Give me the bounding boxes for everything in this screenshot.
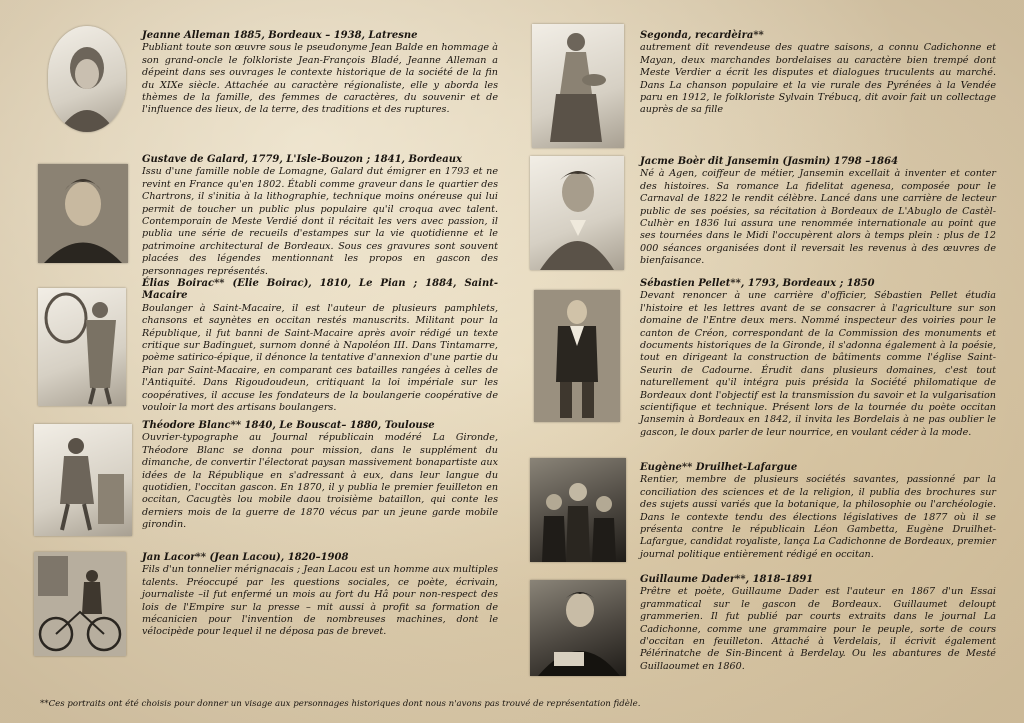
portrait-alleman — [48, 26, 126, 132]
body-galard: Issu d'une famille noble de Lomagne, Galard dut émigrer en 1793 et ne revint en France qu'en 1802. Établi comme graveur dans le quartier des Chartrons, il s'initia à la lithographie, technique moins onéreuse qui lui permit de toucher un public plus populaire qu'il croqua avec talent. Contemporain de Meste Verdié dont il récitait les vers avec passion, il publia une série de recueils d'estampes sur la vie quotidienne et le patrimoine architectural de Bordeaux. Sous ces gravures sont souvent placées des légendes mentionnant les propos en gascon des personnages représentés. — [142, 166, 498, 277]
body-blanc: Ouvrier-typographe au Journal républicain modéré La Gironde, Théodore Blanc se donna pour mission, dans le supplément du dimanche, de convertir l'électorat paysan massivement bonapartiste aux idées de la République en s'adressant à eux, dans leur langue du quotidien, l'occitan gascon. En 1870, il y publia le premier feuilleton en occitan, Cacugtès lou mobile daou troisième bataillon, qui conte les derniers mois de la guerre de 1870 vécus par un jeune garde mobile girondin. — [142, 432, 498, 531]
heading-blanc: Théodore Blanc** 1840, Le Bouscat– 1880, Toulouse — [142, 420, 435, 431]
portrait-boirac — [38, 288, 126, 406]
portrait-drulhet — [530, 458, 626, 562]
heading-boirac: Élias Boirac** (Elie Boirac), 1810, Le Pian ; 1884, Saint-Macaire — [142, 278, 498, 302]
portrait-lacou — [34, 552, 126, 656]
portrait-dader — [530, 580, 626, 676]
body-pellet: Devant renoncer à une carrière d'officier, Sébastien Pellet étudia l'histoire et les lettres avant de se consacrer à l'agriculture sur son domaine de l'Entre deux mers. Nommé inspecteur des voiries pour le canton de Créon, correspondant de la Commission des monuments et documents historiques de la Gironde, il s'adonna également à la poésie, tout en dirigeant la construction de bâtiments comme l'église Saint-Seurin de Cadourne. Érudit dans plusieurs domaines, c'est tout naturellement qu'il intégra puis présida la Société philomatique de Bordeaux dont l'objectif est la transmission du savoir et la vulgarisation scientifique et technique. Présent lors de la tournée du poète occitan Jansemin à Bordeaux en 1842, il invita les Bordelais à ne pas oublier le gascon, le doux parler de leur nourrice, en voulant céder à la mode. — [640, 290, 996, 438]
footnote: **Ces portraits ont été choisis pour donner un visage aux personnages historiques dont nous n'avons pas trouvé de représentation fidèle. — [40, 699, 641, 709]
heading-drulhet: Eugène** Druilhet-Lafargue — [640, 462, 798, 473]
heading-dader: Guillaume Dader**, 1818–1891 — [640, 574, 814, 585]
heading-pellet: Sébastien Pellet**, 1793, Bordeaux ; 1850 — [640, 278, 875, 289]
body-jasmin: Né à Agen, coiffeur de métier, Jansemin excellait à inventer et conter des histoires. Sa romance La fidelitat agenesa, composée pour le Carnaval de 1822 le rendit célèbre. Lancé dans une carrière de lecteur public de ses poésies, sa récitation à Bordeaux de L'Abuglo de Castèl-Culhèr en 1836 lui assura une renommée internationale au point que ses tournées dans le Midi l'occupèrent alors à temps plein : plus de 12 000 séances organisées dont il reversait les revenus à des œuvres de bienfaisance. — [640, 168, 996, 267]
heading-jasmin: Jacme Boèr dit Jansemin (Jasmin) 1798 –1864 — [640, 156, 899, 167]
heading-segonda: Segonda, recardèira** — [640, 30, 764, 41]
heading-lacou: Jan Lacor** (Jean Lacou), 1820–1908 — [142, 552, 349, 563]
heading-alleman: Jeanne Alleman 1885, Bordeaux – 1938, Latresne — [142, 30, 418, 41]
body-alleman: Publiant toute son œuvre sous le pseudonyme Jean Balde en hommage à son grand-oncle le folkloriste Jean-François Bladé, Jeanne Alleman a dépeint dans ses ouvrages le contexte historique de la société de la fin du XIXe siècle. Attachée au caractère régionaliste, elle y aborda les thèmes de la famille, des femmes de caractères, du souvenir et de l'influence des lieux, de la terre, des traditions et des ruptures. — [142, 42, 498, 116]
portrait-segonda — [532, 24, 624, 148]
portrait-galard — [38, 164, 128, 263]
portrait-jasmin — [530, 156, 624, 270]
portrait-blanc — [34, 424, 132, 536]
heading-galard: Gustave de Galard, 1779, L'Isle-Bouzon ; 1841, Bordeaux — [142, 154, 462, 165]
portrait-pellet — [534, 290, 620, 422]
body-drulhet: Rentier, membre de plusieurs sociétés savantes, passionné par la conciliation des sciences et de la religion, il publia des brochures sur des sujets aussi variés que la botanique, la philosophie ou l'archéologie. Dans le contexte tendu des élections législatives de 1877 où il se présenta contre le républicain Léon Gambetta, Eugène Druilhet-Lafargue, candidat royaliste, lança La Cadichonne de Bordeaux, premier journal politique entièrement rédigé en occitan. — [640, 474, 996, 560]
body-lacou: Fils d'un tonnelier mérignacais ; Jean Lacou est un homme aux multiples talents. Préoccupé par les questions sociales, ce poète, écrivain, journaliste –il fut enfermé un mois au fort du Hâ pour non-respect des lois de l'Empire sur la presse – mit aussi à profit sa formation de mécanicien pour l'invention de nombreuses machines, dont le vélocipède pour lequel il ne déposa pas de brevet. — [142, 564, 498, 638]
body-dader: Prêtre et poète, Guillaume Dader est l'auteur en 1867 d'un Essai grammatical sur le gascon de Bordeaux. Guillaumet deloupt grammerien. Il fut publié par courts extraits dans le journal La Cadichonne, comme une grammaire pour le peuple, sorte de cours d'occitan en feuilleton. Attaché à Verdelais, il écrivit également Pélérinatche de Sin-Bincent à Berdelay. Ou les abantures de Mesté Guillaoumet en 1860. — [640, 586, 996, 672]
body-segonda: autrement dit revendeuse des quatre saisons, a connu Cadichonne et Mayan, deux marchandes bordelaises au caractère bien trempé dont Meste Verdier a écrit les disputes et dialogues truculents au marché. Dans La chanson populaire et la vie rurale des Pyrénées à la Vendée paru en 1912, le folkloriste Sylvain Trébucq, dit avoir fait un collectage auprès de sa fille — [640, 42, 996, 116]
body-boirac: Boulanger à Saint-Macaire, il est l'auteur de plusieurs pamphlets, chansons et saynètes en occitan restés manuscrits. Militant pour la République, il fut banni de Saint-Macaire après avoir rédigé un texte critique sur Badinguet, surnom donné à Napoléon III. Dans Tintamarre, poème satirico-épique, il dénonce la tentative d'annexion d'une partie du Pian par Saint-Macaire, en comparant ces batailles rangées à celles de l'Antiquité. Dans Rigoudoudeun, critiquant la loi impériale sur les coopératives, il accuse les fondateurs de la boulangerie coopérative de vouloir la mort des artisans boulangers. — [142, 302, 498, 414]
